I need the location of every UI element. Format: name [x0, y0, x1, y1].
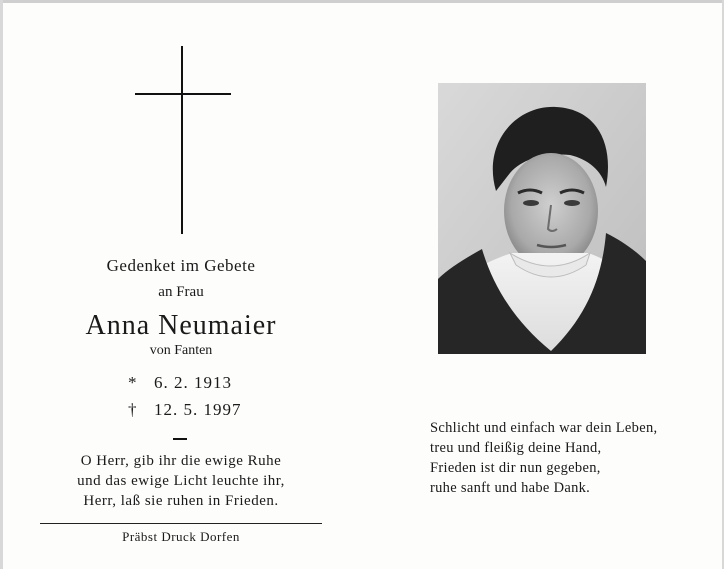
poem-line: Frieden ist dir nun gegeben,	[430, 460, 601, 476]
memorial-heading: Gedenket im Gebete	[106, 256, 256, 275]
card-edge-top	[0, 0, 724, 3]
portrait-image	[438, 83, 646, 354]
cross-horizontal-bar	[135, 93, 231, 95]
death-dagger-icon: †	[128, 400, 138, 419]
birth-star-icon: *	[128, 373, 138, 392]
poem-line: treu und fleißig deine Hand,	[430, 440, 602, 456]
birth-date: 6. 2. 1913	[154, 373, 232, 392]
death-date-row	[128, 400, 242, 420]
printer-imprint: Präbst Druck Dorfen	[122, 529, 240, 544]
death-date: 12. 5. 1997	[154, 400, 242, 419]
deceased-name: Anna Neumaier	[85, 310, 277, 341]
prayer-line: O Herr, gib ihr die ewige Ruhe	[80, 453, 282, 469]
prayer-line: Herr, laß sie ruhen in Frieden.	[83, 493, 279, 509]
salutation: an Frau	[158, 284, 204, 300]
card-edge-left	[0, 0, 3, 569]
cross-icon	[135, 46, 231, 234]
cross-vertical-bar	[181, 46, 183, 234]
poem-line: Schlicht und einfach war dein Leben,	[430, 420, 658, 436]
separator-dash	[173, 438, 187, 440]
poem-line: ruhe sanft und habe Dank.	[430, 480, 591, 496]
portrait-photo	[438, 83, 646, 354]
place-of-origin: von Fanten	[149, 343, 213, 358]
birth-date-row	[128, 373, 232, 393]
prayer-line: und das ewige Licht leuchte ihr,	[77, 473, 285, 489]
prayer-text	[40, 451, 322, 511]
footer-rule	[40, 523, 322, 524]
memorial-poem	[430, 418, 700, 498]
